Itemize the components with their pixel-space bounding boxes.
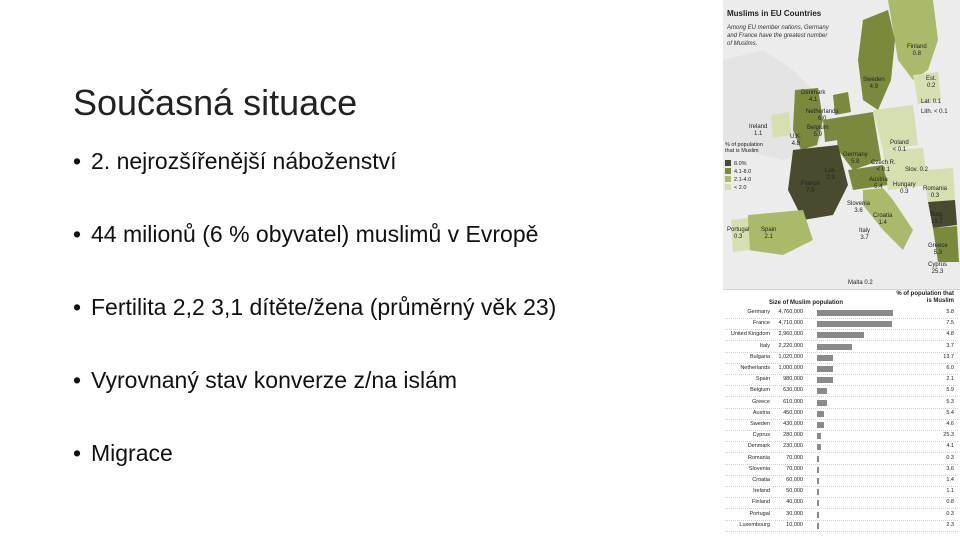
bar-value-label: 60,000 — [786, 477, 803, 483]
bar-country-label: Germany — [747, 309, 770, 315]
bar-value-label: 450,000 — [783, 409, 803, 416]
bullet-text: Vyrovnaný stav konverze z/na islám — [91, 367, 458, 393]
country-label: Slovenia 3.6 — [847, 201, 871, 214]
bar-pct-label: 5.4 — [946, 409, 954, 416]
bar — [817, 366, 833, 372]
bar — [817, 344, 852, 350]
bar-value-label: 10,000 — [786, 521, 803, 528]
bar-row — [723, 319, 960, 330]
country-label: Romania 0.3 — [923, 186, 948, 199]
legend-label: < 2.0 — [734, 185, 747, 191]
country-label: Finland 0.8 — [907, 44, 927, 57]
bar-value-label: 1,020,000 — [778, 353, 803, 360]
bullet-marker: • — [73, 440, 82, 466]
bar-row — [723, 342, 960, 353]
bullet-item — [73, 221, 538, 248]
bar-pct-label: 0.8 — [946, 499, 954, 506]
bar — [817, 433, 821, 439]
bar-value-label: 50,000 — [786, 488, 803, 495]
bar-country-label: Romania — [747, 454, 770, 461]
bar-value-label: 40,000 — [786, 499, 803, 506]
legend-swatch — [725, 176, 731, 182]
bar-pct-label: 4.8 — [946, 331, 954, 338]
legend-label: 4.1-8.0 — [734, 169, 752, 175]
bar-row — [723, 308, 960, 319]
bar-pct-label: 0.3 — [946, 454, 954, 461]
bar-pct-label: 3.7 — [946, 342, 954, 349]
bar-row — [723, 487, 960, 498]
bar-row — [723, 364, 960, 375]
bar-value-label: 4,760,000 — [778, 309, 803, 315]
slide-title: Současná situace — [73, 82, 358, 124]
country-label: Denmark 4.1 — [801, 90, 826, 103]
country-label: Spain 2.1 — [761, 227, 777, 240]
bar-row — [723, 454, 960, 465]
country-label: Cyprus 25.3 — [928, 262, 948, 275]
country-label: Sweden 4.9 — [863, 77, 885, 90]
bar-row — [723, 353, 960, 364]
bar-pct-label: 3.6 — [946, 465, 954, 472]
bar-value-label: 70,000 — [786, 454, 803, 461]
bar-row — [723, 510, 960, 521]
country-label: Malta 0.2 — [848, 280, 873, 286]
bar-row — [723, 386, 960, 397]
bar-country-label: Belgium — [750, 387, 770, 394]
bar-value-label: 430,000 — [783, 421, 803, 427]
bar — [817, 377, 833, 383]
bar-chart — [723, 290, 960, 540]
bar-row — [723, 442, 960, 453]
bar-country-label: France — [752, 320, 770, 327]
bar-pct-label: 5.8 — [946, 309, 954, 315]
bullet-text: 44 milionů (6 % obyvatel) muslimů v Evropě — [91, 221, 539, 247]
bar-row — [723, 330, 960, 341]
country-label: Ireland 1.1 — [749, 124, 768, 137]
bar-row — [723, 375, 960, 386]
bar-country-label: Luxembourg — [739, 521, 770, 528]
bar-pct-label: 13.7 — [943, 353, 954, 360]
bar — [817, 400, 827, 406]
legend-item — [725, 160, 747, 168]
ireland-shape — [771, 112, 791, 138]
bar-country-label: United Kingdom — [730, 331, 770, 338]
bullet-marker: • — [73, 148, 82, 174]
bar-pct-label: 6.0 — [946, 365, 954, 371]
bar — [817, 388, 827, 394]
country-label: Slov. 0.2 — [905, 167, 928, 173]
bar-header-size: Size of Muslim population — [769, 300, 843, 306]
bar-value-label: 230,000 — [783, 443, 803, 450]
bar-row — [723, 465, 960, 476]
map-title: Muslims in EU Countries — [727, 9, 822, 18]
bullet-item — [73, 294, 556, 321]
bar — [817, 422, 824, 428]
bullet-marker: • — [73, 221, 82, 247]
bar — [817, 500, 819, 506]
bar — [817, 478, 819, 484]
bar-pct-label: 2.1 — [946, 376, 954, 383]
bar-row-divider — [725, 531, 958, 532]
bar — [817, 411, 824, 417]
bar-pct-label: 1.1 — [946, 488, 954, 495]
bar-value-label: 30,000 — [786, 510, 803, 517]
bar-row — [723, 398, 960, 409]
country-label: Lat. 0.1 — [921, 99, 942, 105]
bar-country-label: Cyprus — [752, 432, 770, 439]
legend-swatch — [725, 168, 731, 174]
bar-row — [723, 420, 960, 431]
map-subtitle: Among EU member nations, Germany and France have the greatest number of Muslims. — [727, 25, 829, 47]
country-label: Netherlands 6.0 — [806, 109, 839, 122]
bar-country-label: Slovenia — [748, 465, 770, 472]
bar-country-label: Italy — [759, 342, 770, 349]
bar-country-label: Denmark — [747, 443, 770, 450]
bar-country-label: Greece — [751, 398, 770, 405]
bar-pct-label: 4.6 — [946, 421, 954, 427]
bar — [817, 456, 819, 462]
bullet-marker: • — [73, 367, 82, 393]
bar-row — [723, 431, 960, 442]
bar — [817, 332, 864, 338]
legend-label: 2.1-4.0 — [734, 177, 752, 183]
bar-value-label: 4,710,000 — [778, 320, 803, 327]
country-label: Est. 0.2 — [926, 76, 937, 89]
country-label: Greece 5.3 — [928, 243, 948, 256]
country-label: Italy 3.7 — [859, 228, 871, 241]
bar-row — [723, 476, 960, 487]
legend-item — [725, 168, 751, 176]
bar-row — [723, 498, 960, 509]
country-label: Portugal 0.3 — [727, 227, 750, 240]
legend-item — [725, 176, 751, 184]
country-label: Hungary 0.3 — [893, 182, 916, 195]
country-label: Belgium 5.9 — [807, 125, 829, 138]
bar-pct-label: 7.5 — [946, 320, 954, 327]
bar-value-label: 1,000,000 — [778, 365, 803, 371]
bullet-marker: • — [73, 294, 82, 320]
bar-country-label: Spain — [755, 376, 770, 383]
bar — [817, 310, 893, 316]
bar-country-label: Bulgaria — [749, 353, 770, 360]
bar-pct-label: 0.3 — [946, 510, 954, 517]
bar-pct-label: 2.3 — [946, 521, 954, 528]
europe-map — [723, 0, 960, 290]
bar — [817, 467, 819, 473]
bar-value-label: 610,000 — [783, 398, 803, 405]
bar-pct-label: 5.3 — [946, 398, 954, 405]
country-label: Poland < 0.1 — [890, 140, 909, 153]
bar-header-pct: % of population that is Muslim — [896, 291, 954, 304]
bar — [817, 321, 892, 327]
bar-pct-label: 4.1 — [946, 443, 954, 450]
country-label: Lith. < 0.1 — [921, 109, 948, 115]
bar-value-label: 980,000 — [783, 376, 803, 383]
bar-country-label: Austria — [752, 409, 770, 416]
muslims-infographic — [723, 0, 960, 540]
country-label: Czech R. < 0.1 — [871, 160, 896, 173]
bar-country-label: Netherlands — [740, 365, 770, 371]
bullet-item — [73, 367, 457, 394]
legend-swatch — [725, 184, 731, 190]
bar — [817, 523, 819, 529]
country-label: Croatia 1.4 — [873, 213, 893, 226]
bullet-text: Fertilita 2,2 3,1 dítěte/žena (průměrný věk 23) — [91, 294, 557, 320]
bar-value-label: 2,960,000 — [778, 331, 803, 338]
legend-swatch — [725, 160, 731, 166]
bullet-item — [73, 440, 173, 467]
bar-pct-label: 1.4 — [946, 477, 954, 483]
country-label: Austria 5.4 — [869, 177, 888, 190]
bar — [817, 512, 819, 518]
country-label: France 7.5 — [801, 181, 820, 194]
bullet-text: 2. nejrozšířenější náboženství — [91, 148, 397, 174]
bar-country-label: Portugal — [749, 510, 770, 517]
bar-value-label: 630,000 — [783, 387, 803, 394]
bar-row — [723, 521, 960, 532]
legend-title: % of population that is Muslim — [725, 142, 763, 154]
bar-pct-label: 5.9 — [946, 387, 954, 394]
bar-row — [723, 409, 960, 420]
country-label: U.K. 4.8 — [790, 134, 802, 147]
legend-item — [725, 184, 746, 192]
bar — [817, 355, 833, 361]
bullet-text: Migrace — [91, 440, 173, 466]
bar-value-label: 2,220,000 — [778, 342, 803, 349]
legend-label: 8.0% — [734, 161, 747, 167]
bullet-item — [73, 148, 397, 175]
bar-country-label: Sweden — [750, 421, 770, 427]
bar — [817, 489, 819, 495]
bar-pct-label: 25.3 — [943, 432, 954, 439]
bar-country-label: Ireland — [753, 488, 770, 495]
country-label: Germany 5.8 — [843, 152, 868, 165]
bar-country-label: Finland — [751, 499, 770, 506]
bar-country-label: Croatia — [752, 477, 770, 483]
bar-value-label: 70,000 — [786, 465, 803, 472]
bar — [817, 444, 821, 450]
bar-value-label: 280,000 — [783, 432, 803, 439]
country-label: Lux. 2.3 — [825, 168, 837, 181]
country-label: Bulg. 13.7 — [930, 212, 944, 225]
